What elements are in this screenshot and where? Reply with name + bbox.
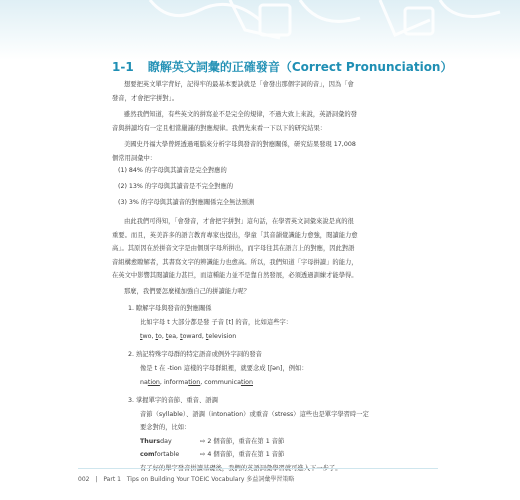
paragraph-line: 音與拼讀均有一定且相當嚴謹的對應規律。我們先來看一下以下的研究結果：: [112, 124, 327, 132]
arrow-icon: ⇨: [200, 451, 206, 458]
stress-description: 2 個音節，重音在第 1 音節: [207, 437, 285, 445]
tip-line: 像是 t 在 -tion 這樣的字母群組裡，就要念成 [ʃən]，例如：: [140, 365, 308, 372]
paragraph-line: 在英文中影響其閱讀能力甚巨，而這種能力並不是靠自然發展，必須透過訓練才能學得。: [112, 272, 358, 280]
paragraph-line: 重要。而且，英美許多的語言教育專家也提出，學童「其音韻覺識能力愈強，閱讀能力愈: [112, 231, 358, 239]
footer-divider: [78, 468, 438, 469]
example-word: communication: [204, 379, 253, 386]
tip-title: 3. 掌握單字的音節、重音、語調: [128, 397, 218, 404]
example-word: toward,: [180, 333, 206, 340]
findings-list: [118, 163, 418, 210]
finding-item: (3) 3% 的字母與其讀音的對應關係完全無法預測: [118, 198, 255, 206]
paragraph-line: 高」。其原因在於拼音文字是由個別字母所拼出，而字母往其在語言上的對應，因此對語: [112, 245, 355, 253]
question-paragraph: [112, 285, 412, 299]
example-words: [140, 330, 292, 344]
example-word: two,: [140, 333, 156, 340]
section-title: 瞭解英文詞彙的正確發音（Correct Pronunciation）: [147, 60, 453, 74]
paragraph-line: 美國史丹福大學曾經透過電腦來分析字母與發音的對應關係，研究結果發現 17,008: [124, 141, 356, 148]
page-footer: [78, 474, 294, 483]
paragraph-line: 想要把英文單字背好，記得牢的最基本要訣就是「會發出那個字詞的音」，因為「會: [124, 81, 354, 88]
tip-item-2: [128, 348, 308, 390]
example-word: information,: [163, 379, 205, 386]
stressed-syllable: Thurs: [140, 437, 161, 445]
question-line: 那麼，我們要怎麼樣加強自己的拼讀能力呢？: [124, 288, 250, 295]
stressed-syllable: com: [140, 451, 155, 458]
paragraph-line: 個常用詞彙中：: [112, 154, 157, 162]
example-words: [140, 376, 308, 390]
tip-item-1: [128, 302, 292, 344]
footer-separator: |: [95, 476, 98, 483]
paragraph-line: 由此我們可得知，「會發音，才會把字拼對」這句話，在學習英文詞彙來說是真的很: [124, 218, 354, 225]
unstressed-syllable: fortable: [154, 451, 180, 458]
stress-example: [140, 435, 369, 449]
finding-item: (2) 13% 的字母與其讀音是不完全對應的: [118, 182, 234, 190]
regularity-paragraph: [112, 108, 412, 135]
example-word: nation,: [140, 379, 164, 386]
tip-title: 1. 瞭解字母與發音的對應關係: [128, 305, 212, 312]
tip-line: 音節（syllable）、語調（intonation）或重音（stress）這些也是單字學習時一定: [140, 410, 369, 418]
page-number: 002: [78, 476, 90, 483]
example-word: to,: [155, 333, 166, 340]
section-number: 1-1: [112, 60, 134, 74]
footer-subtitle: Tips on Building Your TOEIC Vocabulary 多益詞彙學習策略: [126, 476, 295, 483]
paragraph-line: 發音，才會把字拼對」。: [112, 94, 179, 102]
stress-description: 4 個音節，重音在第 1 音節: [207, 451, 285, 458]
tip-title: 2. 熟記特殊字母群的特定語音或例外字詞的發音: [128, 351, 262, 358]
research-paragraph: [112, 138, 412, 165]
tip-item-3: [128, 394, 369, 475]
example-word: tea,: [165, 333, 181, 340]
paragraph-line: 雖然我們知道，有些英文的拼寫並不是完全的規律，不過大致上來說，英語詞彙的發: [124, 111, 357, 118]
intro-paragraph: [112, 78, 412, 105]
section-heading: [112, 58, 452, 75]
paragraph-line: 音組構愈瞭解者，其書寫文字的辨識能力也愈高。所以，我們知道「字母拼讀」的能力，: [112, 258, 358, 266]
phonics-paragraph: [112, 215, 412, 283]
tip-line: 比如字母 t 大部分都是發 子音 [t] 的音，比如這些字：: [140, 319, 293, 326]
arrow-icon: ⇨: [200, 437, 206, 445]
stress-example: [140, 448, 369, 462]
example-word: television: [205, 333, 237, 340]
finding-item: (1) 84% 的字母與其讀音是完全對應的: [118, 167, 227, 174]
unstressed-syllable: day: [160, 437, 172, 445]
part-label: Part 1: [103, 476, 121, 483]
tip-line: 要念對的，比如：: [140, 424, 191, 431]
